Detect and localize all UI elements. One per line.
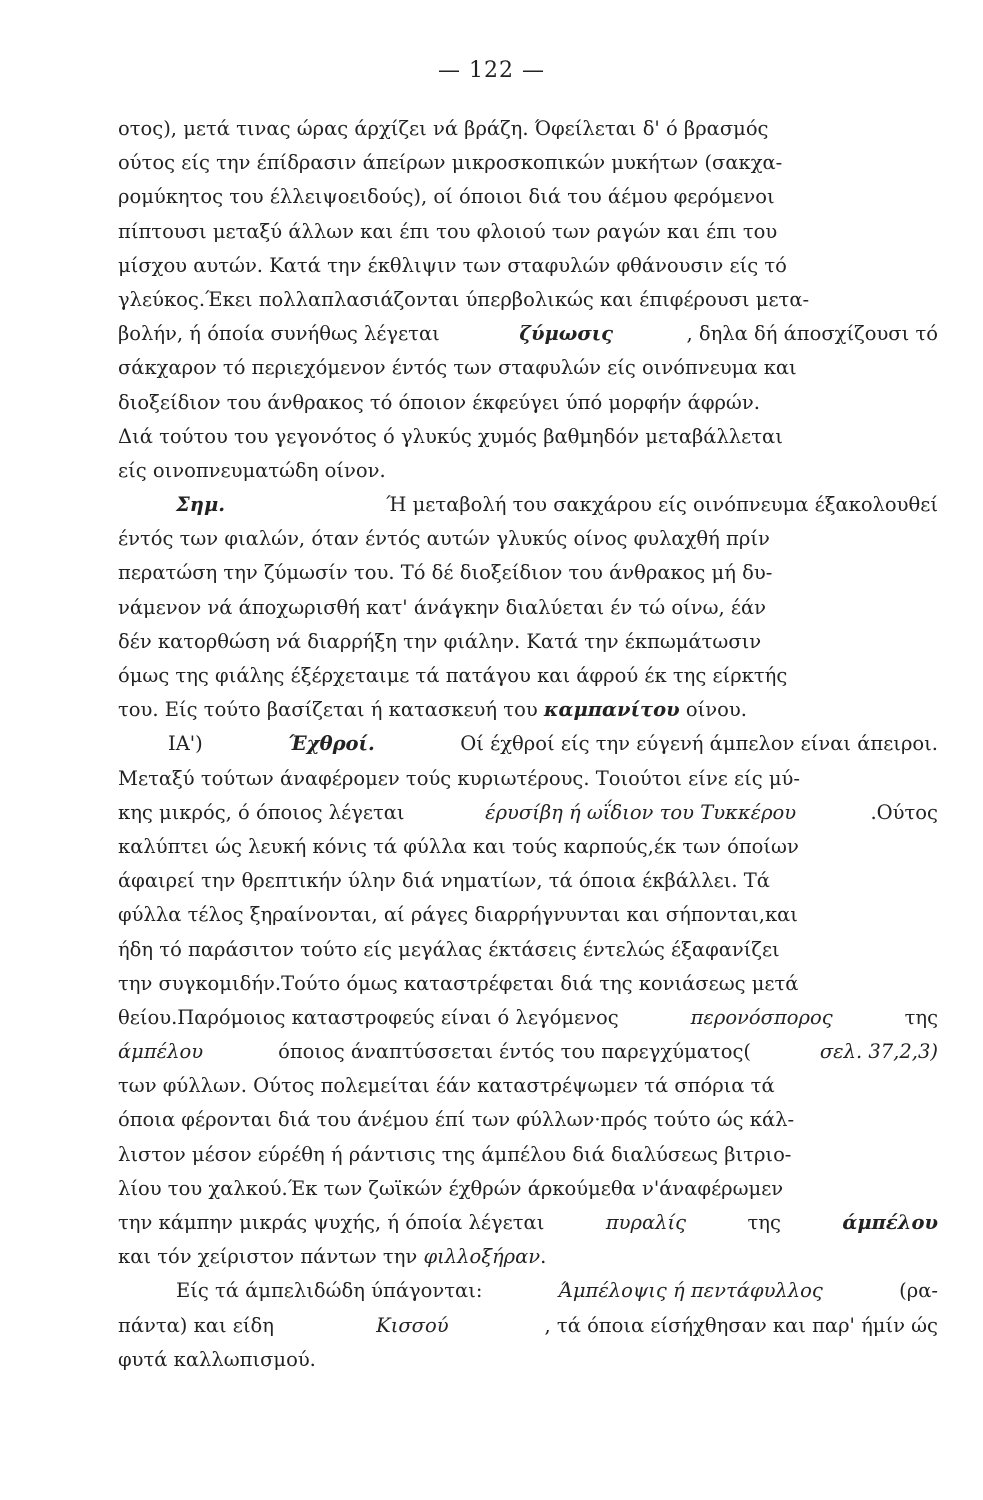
text-line	[118, 1309, 938, 1343]
text-line	[118, 420, 938, 454]
text-span: περατώση την ζύμωσίν του. Τό δέ διοξείδιον του άνθρακος μή δυ-	[118, 561, 773, 585]
emphasized-text: ζύμωσις	[519, 322, 614, 346]
text-line	[118, 933, 938, 967]
text-span: κης μικρός, ό όποιος λέγεται	[118, 800, 411, 824]
text-line	[118, 488, 938, 522]
text-span: Μεταξύ τούτων άναφέρομεν τούς κυριωτέρους. Τοιούτοι είνε είς μύ-	[118, 766, 800, 790]
text-span: την κάμπην μικράς ψυχής, ή όποία λέγεται	[118, 1211, 551, 1234]
text-line	[118, 556, 938, 590]
text-span: όμως της φιάλης έξέρχεταιμε τά πατάγου και άφρού έκ της είρκτής	[118, 664, 788, 687]
text-span: και τόν χείριστον πάντων την	[118, 1245, 424, 1269]
text-line	[118, 522, 938, 556]
emphasized-text: φιλλοξήραν	[423, 1245, 541, 1269]
emphasized-text: άμπέλου	[118, 1040, 204, 1064]
text-span: νάμενον νά άποχωρισθή κατ' άνάγκην διαλύεται έν τώ οίνω, έάν	[118, 595, 766, 619]
text-line	[118, 351, 938, 385]
page-number: — 122 —	[438, 58, 545, 83]
text-span: της	[898, 1005, 938, 1029]
text-span: Οί έχθροί είς την εύγενή άμπελον είναι άπειροι.	[454, 732, 938, 756]
text-line	[118, 283, 938, 317]
text-span: .	[540, 1245, 547, 1269]
emphasized-text: έρυσίβη ή ωΐδιον του Τυκκέρου	[485, 800, 797, 824]
text-line	[118, 727, 938, 761]
text-span: (ρα-	[892, 1279, 938, 1303]
text-line	[118, 1138, 938, 1172]
text-span: φύλλα τέλος ξηραίνονται, αί ράγες διαρρήγνυνται και σήπονται,και	[118, 903, 798, 927]
text-line	[118, 1240, 938, 1274]
text-line	[118, 1001, 938, 1035]
text-span: οτος), μετά τινας ώρας άρχίζει νά βράζη. Όφείλεται δ' ό βρασμός	[118, 117, 769, 140]
text-line	[118, 1103, 938, 1137]
text-span: άφαιρεί την θρεπτικήν ύλην διά νηματίων, τά όποια έκβάλλει. Τά	[118, 869, 770, 893]
text-span: σάκχαρον τό περιεχόμενον έντός των σταφυλών είς οινόπνευμα και	[118, 356, 797, 380]
text-line	[118, 1343, 938, 1377]
text-span: καλύπτει ώς λευκή κόνις τά φύλλα και τούς καρπούς,έκ των όποίων	[118, 834, 799, 858]
emphasized-text: περονόσπορος	[690, 1005, 833, 1029]
emphasized-text: Κισσού	[376, 1313, 449, 1337]
text-span: πίπτουσι μεταξύ άλλων και έπι του φλοιού των ραγών και έπι του	[118, 219, 778, 243]
text-span: , δηλα δή άποσχίζουσι τό	[686, 322, 938, 346]
text-line	[118, 146, 938, 180]
text-span: την συγκομιδήν.Τούτο όμως καταστρέφεται διά της κονιάσεως μετά	[118, 971, 799, 995]
text-line	[118, 215, 938, 249]
text-span: έντός των φιαλών, όταν έντός αυτών γλυκύς οίνος φυλαχθή πρίν	[118, 527, 770, 551]
text-span: είς οινοπνευματώδη οίνον.	[118, 458, 386, 482]
text-span: όποιος άναπτύσσεται έντός του παρεγχύματος(	[271, 1040, 752, 1064]
text-span: διοξείδιον του άνθρακος τό όποιον έκφεύγει ύπό μορφήν άφρών.	[118, 390, 760, 414]
text-line	[118, 830, 938, 864]
text-line	[118, 249, 938, 283]
text-span: Διά τούτου του γεγονότος ό γλυκύς χυμός βαθμηδόν μεταβάλλεται	[118, 424, 783, 448]
text-line	[118, 693, 938, 727]
text-span: ρομύκητος του έλλειψοειδούς), οί όποιοι διά του άέμου φερόμενοι	[118, 185, 775, 209]
text-span: του. Είς τούτο βασίζεται ή κατασκευή του	[118, 698, 544, 722]
emphasized-text: σελ. 37,2,3)	[819, 1040, 938, 1064]
text-span: ήδη τό παράσιτον τούτο είς μεγάλας έκτάσεις έντελώς έξαφανίζει	[118, 937, 780, 961]
text-line	[118, 112, 938, 146]
text-span: πάντα) και είδη	[118, 1313, 281, 1337]
text-span: των φύλλων. Ούτος πολεμείται έάν καταστρέψωμεν τά σπόρια τά	[118, 1074, 775, 1098]
emphasized-text: άμπέλου	[842, 1211, 938, 1234]
emphasized-text: Άμπέλοψις ή πεντάφυλλος	[558, 1279, 823, 1303]
text-line	[118, 317, 938, 351]
text-line	[118, 386, 938, 420]
text-line	[118, 180, 938, 214]
text-line	[118, 864, 938, 898]
text-span: θείου.Παρόμοιος καταστροφεύς είναι ό λεγόμενος	[118, 1005, 625, 1029]
text-line	[118, 967, 938, 1001]
text-span: φυτά καλλωπισμού.	[118, 1347, 316, 1371]
text-span: μίσχου αυτών. Κατά την έκθλιψιν των σταφυλών φθάνουσιν είς τό	[118, 253, 787, 277]
text-line	[118, 625, 938, 659]
text-span: γλεύκος.Έκει πολλαπλασιάζονται ύπερβολικώς και έπιφέρουσι μετα-	[118, 287, 810, 311]
text-line	[118, 454, 938, 488]
emphasized-text: Σημ.	[176, 493, 226, 517]
text-span: Ή μεταβολή του σακχάρου είς οινόπνευμα έξακολουθεί	[379, 493, 938, 517]
text-span: .Ούτος	[870, 800, 938, 824]
text-line	[118, 659, 938, 693]
body-text	[118, 112, 938, 1377]
text-span: όποια φέρονται διά του άνέμου έπί των φύλλων·πρός τούτο ώς κάλ-	[118, 1108, 795, 1132]
text-span: δέν κατορθώση νά διαρρήξη την φιάλην. Κατά την έκπωμάτωσιν	[118, 629, 762, 653]
emphasized-text: πυραλίς	[605, 1211, 687, 1234]
text-span: λίου του χαλκού.Έκ των ζωϊκών έχθρών άρκούμεθα ν'άναφέρωμεν	[118, 1176, 784, 1200]
text-span: , τά όποια είσήχθησαν και παρ' ήμίν ώς	[544, 1313, 938, 1337]
text-line	[118, 796, 938, 830]
text-line	[118, 1172, 938, 1206]
text-span: ΙΑ')	[168, 732, 209, 756]
text-span: ούτος είς την έπίδρασιν άπείρων μικροσκοπικών μυκήτων (σακχα-	[118, 151, 783, 175]
text-line	[118, 1069, 938, 1103]
text-span: λιστον μέσον εύρέθη ή ράντισις της άμπέλου διά διαλύσεως βιτριο-	[118, 1142, 792, 1166]
text-line	[118, 1274, 938, 1308]
text-span: οίνου.	[679, 698, 747, 722]
text-line	[118, 898, 938, 932]
text-line	[118, 591, 938, 625]
text-span: βολήν, ή όποία συνήθως λέγεται	[118, 322, 446, 346]
text-line	[118, 1035, 938, 1069]
text-span: της	[741, 1211, 788, 1234]
emphasized-text: Έχθροί.	[288, 732, 375, 756]
text-line	[118, 762, 938, 796]
emphasized-text: καμπανίτου	[543, 698, 680, 722]
text-line	[118, 1206, 938, 1240]
text-span: Είς τά άμπελιδώδη ύπάγονται:	[176, 1279, 489, 1303]
